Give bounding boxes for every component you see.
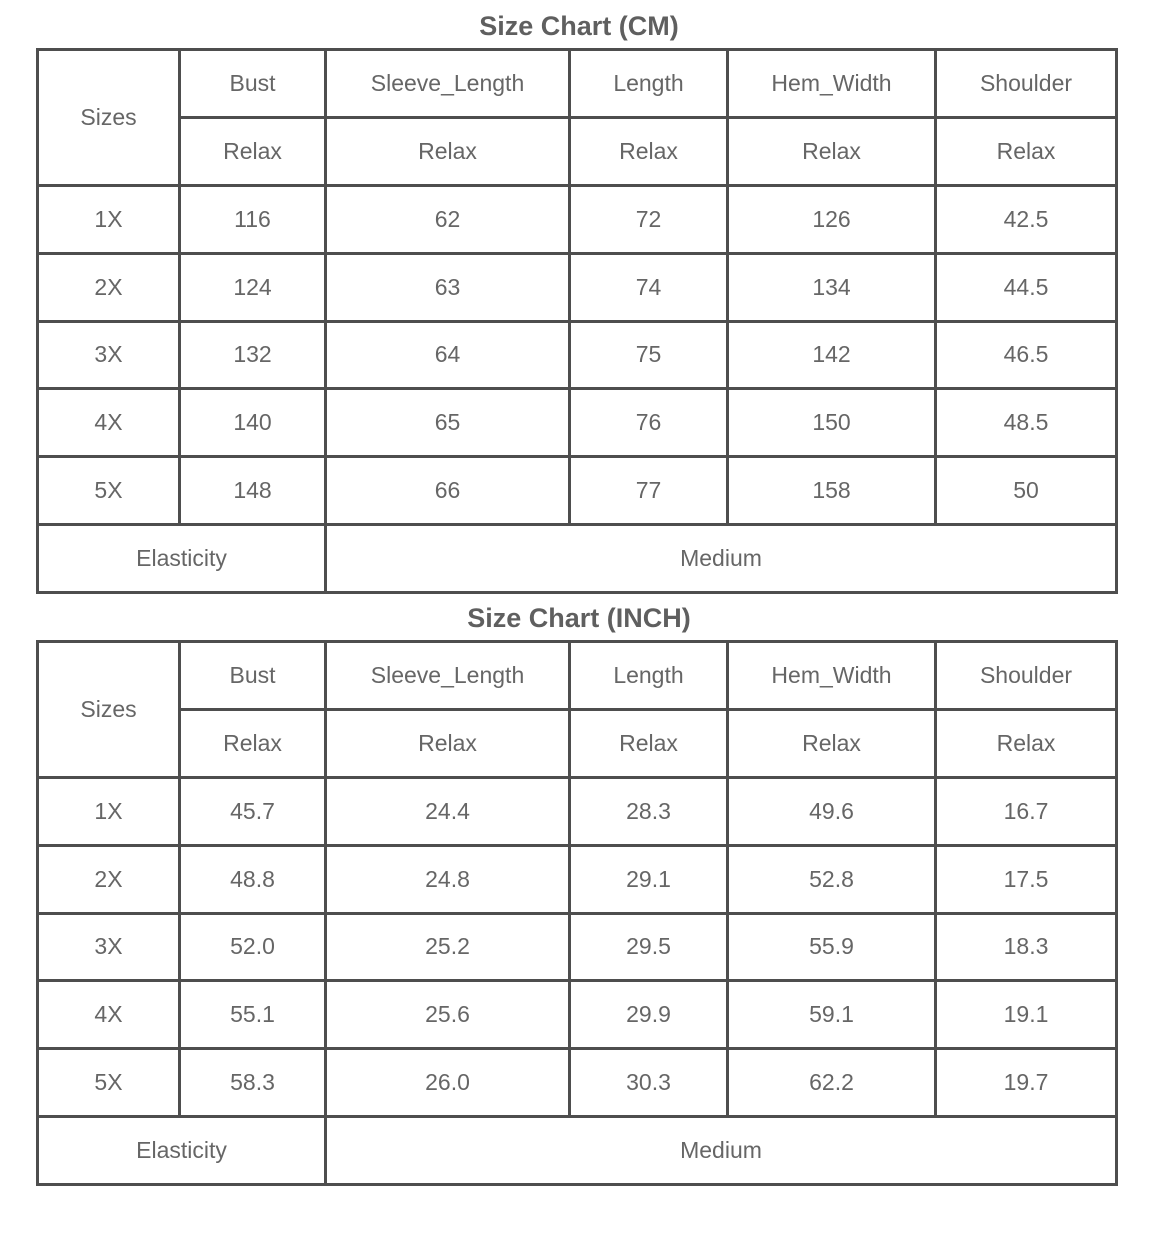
sizes-header: Sizes: [39, 643, 181, 779]
value-cell: 30.3: [571, 1050, 729, 1118]
table-row: [39, 187, 1118, 255]
elasticity-value: Medium: [327, 526, 1118, 594]
value-cell: 62: [327, 187, 571, 255]
value-cell: 140: [181, 390, 327, 458]
subheader-cell: Relax: [181, 711, 327, 779]
subheader-cell: Relax: [327, 711, 571, 779]
value-cell: 55.1: [181, 982, 327, 1050]
value-cell: 29.1: [571, 847, 729, 915]
size-cell: 2X: [39, 255, 181, 323]
value-cell: 25.2: [327, 915, 571, 983]
value-cell: 48.8: [181, 847, 327, 915]
value-cell: 17.5: [937, 847, 1118, 915]
subheader-cell: Relax: [729, 119, 937, 187]
subheader-cell: Relax: [571, 711, 729, 779]
value-cell: 74: [571, 255, 729, 323]
column-header-sleeve-length: Sleeve_Length: [327, 643, 571, 711]
value-cell: 75: [571, 323, 729, 391]
value-cell: 48.5: [937, 390, 1118, 458]
subheader-row: [39, 119, 1118, 187]
value-cell: 65: [327, 390, 571, 458]
value-cell: 55.9: [729, 915, 937, 983]
value-cell: 150: [729, 390, 937, 458]
elasticity-value: Medium: [327, 1118, 1118, 1186]
value-cell: 62.2: [729, 1050, 937, 1118]
value-cell: 19.7: [937, 1050, 1118, 1118]
elasticity-row: [39, 1118, 1118, 1186]
table-row: [39, 323, 1118, 391]
value-cell: 148: [181, 458, 327, 526]
table-row: [39, 915, 1118, 983]
size-chart-cm-title: Size Chart (CM): [479, 11, 679, 41]
size-cell: 3X: [39, 915, 181, 983]
value-cell: 59.1: [729, 982, 937, 1050]
subheader-cell: Relax: [181, 119, 327, 187]
value-cell: 142: [729, 323, 937, 391]
value-cell: 116: [181, 187, 327, 255]
subheader-cell: Relax: [729, 711, 937, 779]
value-cell: 45.7: [181, 779, 327, 847]
table-row: [39, 458, 1118, 526]
table-row: [39, 779, 1118, 847]
value-cell: 29.9: [571, 982, 729, 1050]
value-cell: 24.4: [327, 779, 571, 847]
value-cell: 49.6: [729, 779, 937, 847]
value-cell: 50: [937, 458, 1118, 526]
value-cell: 72: [571, 187, 729, 255]
size-chart-inch-table: [36, 640, 1118, 1186]
value-cell: 124: [181, 255, 327, 323]
table-row: [39, 390, 1118, 458]
subheader-cell: Relax: [327, 119, 571, 187]
value-cell: 134: [729, 255, 937, 323]
size-chart-inch-title: Size Chart (INCH): [467, 603, 691, 633]
column-header-hem-width: Hem_Width: [729, 51, 937, 119]
size-cell: 4X: [39, 390, 181, 458]
size-cell: 5X: [39, 458, 181, 526]
value-cell: 63: [327, 255, 571, 323]
column-header-sleeve-length: Sleeve_Length: [327, 51, 571, 119]
column-header-hem-width: Hem_Width: [729, 643, 937, 711]
column-header-shoulder: Shoulder: [937, 643, 1118, 711]
column-header-bust: Bust: [181, 643, 327, 711]
value-cell: 29.5: [571, 915, 729, 983]
value-cell: 42.5: [937, 187, 1118, 255]
value-cell: 64: [327, 323, 571, 391]
size-cell: 1X: [39, 779, 181, 847]
value-cell: 52.0: [181, 915, 327, 983]
value-cell: 16.7: [937, 779, 1118, 847]
sizes-header: Sizes: [39, 51, 181, 187]
value-cell: 52.8: [729, 847, 937, 915]
subheader-cell: Relax: [937, 119, 1118, 187]
size-cell: 2X: [39, 847, 181, 915]
column-header-bust: Bust: [181, 51, 327, 119]
value-cell: 132: [181, 323, 327, 391]
elasticity-row: [39, 526, 1118, 594]
table-row: [39, 847, 1118, 915]
value-cell: 76: [571, 390, 729, 458]
value-cell: 19.1: [937, 982, 1118, 1050]
value-cell: 58.3: [181, 1050, 327, 1118]
value-cell: 18.3: [937, 915, 1118, 983]
value-cell: 28.3: [571, 779, 729, 847]
subheader-cell: Relax: [937, 711, 1118, 779]
value-cell: 44.5: [937, 255, 1118, 323]
value-cell: 46.5: [937, 323, 1118, 391]
value-cell: 77: [571, 458, 729, 526]
subheader-cell: Relax: [571, 119, 729, 187]
value-cell: 158: [729, 458, 937, 526]
column-header-length: Length: [571, 51, 729, 119]
table-row: [39, 1050, 1118, 1118]
value-cell: 26.0: [327, 1050, 571, 1118]
table-row: [39, 255, 1118, 323]
size-cell: 5X: [39, 1050, 181, 1118]
value-cell: 24.8: [327, 847, 571, 915]
elasticity-label: Elasticity: [39, 526, 327, 594]
elasticity-label: Elasticity: [39, 1118, 327, 1186]
column-header-shoulder: Shoulder: [937, 51, 1118, 119]
value-cell: 66: [327, 458, 571, 526]
value-cell: 126: [729, 187, 937, 255]
size-chart-cm-table: [36, 48, 1118, 594]
subheader-row: [39, 711, 1118, 779]
size-cell: 1X: [39, 187, 181, 255]
header-row: [39, 51, 1118, 119]
table-row: [39, 982, 1118, 1050]
size-cell: 4X: [39, 982, 181, 1050]
value-cell: 25.6: [327, 982, 571, 1050]
size-cell: 3X: [39, 323, 181, 391]
column-header-length: Length: [571, 643, 729, 711]
header-row: [39, 643, 1118, 711]
